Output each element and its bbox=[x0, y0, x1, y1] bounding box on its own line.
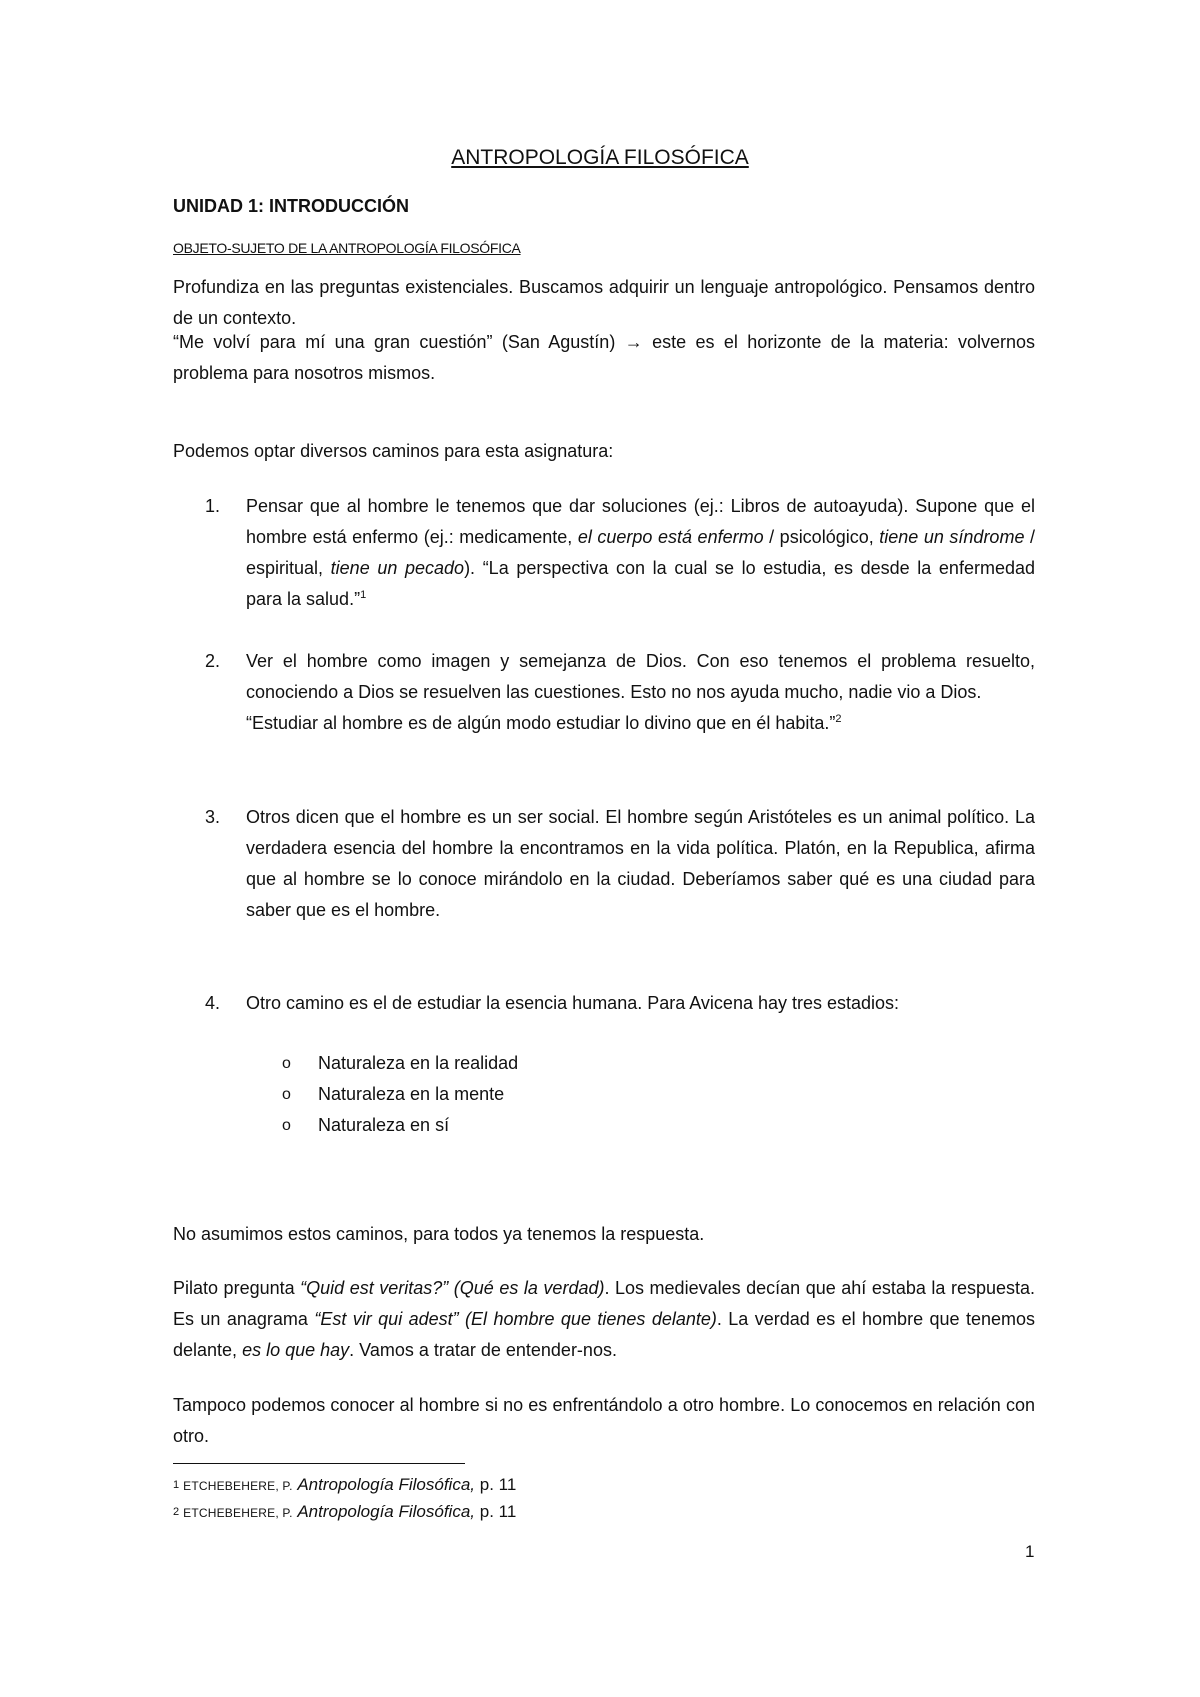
bullet-item: Naturaleza en sí bbox=[318, 1115, 450, 1135]
paragraph-no-assume: No asumimos estos caminos, para todos ya tenemos la respuesta. bbox=[173, 1224, 705, 1244]
footnote-1: $^1$ ETCHEBEHERE, P. Antropología Filosófica, p. 11 bbox=[173, 1475, 517, 1494]
section-heading: OBJETO-SUJETO DE LA ANTROPOLOGÍA FILOSÓFICA bbox=[173, 240, 521, 256]
list-number-1: 1. bbox=[205, 496, 221, 516]
paragraph-relation: Tampoco podemos conocer al hombre si no es enfrentándolo a otro hombre. Lo conocemos en relación con otro. bbox=[173, 1395, 1035, 1446]
bullet-item: Naturaleza en la realidad bbox=[318, 1053, 519, 1073]
list-number-3: 3. bbox=[205, 807, 221, 827]
list-number-2: 2. bbox=[205, 651, 221, 671]
footnote-separator bbox=[173, 1463, 465, 1464]
list-item-1: Pensar que al hombre le tenemos que dar soluciones (ej.: Libros de autoayuda). Supone que el hombre está enfermo (ej.: medicamente, el cuerpo está enfermo / psicológico, tiene un síndrome / espiritual, tiene un pecado). “La perspectiva con la cual se lo estudia, es desde la enfermedad para la salud.”$^1$ bbox=[246, 496, 1035, 609]
paragraph-intro: Profundiza en las preguntas existenciales. Buscamos adquirir un lenguaje antropológico. Pensamos dentro de un contexto. bbox=[173, 277, 1035, 328]
bullet-item: Naturaleza en la mente bbox=[318, 1084, 505, 1104]
footnote-2: $^2$ ETCHEBEHERE, P. Antropología Filosófica, p. 11 bbox=[173, 1502, 517, 1521]
footnote-ref-1: 1 bbox=[360, 589, 367, 601]
page-number: 1 bbox=[1025, 1542, 1035, 1561]
paragraph-augustine: “Me volví para mí una gran cuestión” (San Agustín) → este es el horizonte de la materia: volvernos problema para nosotros mismos. bbox=[173, 332, 1035, 383]
list-item-2: Ver el hombre como imagen y semejanza de Dios. Con eso tenemos el problema resuelto, conociendo a Dios se resuelven las cuestiones. Esto no nos ayuda mucho, nadie vio a Dios. “Estudiar al hombre es de algún modo estudiar lo divino que en él habita.”$^2$ bbox=[246, 651, 1035, 733]
bullet-marker: o bbox=[282, 1086, 291, 1103]
footnote-ref-2: 2 bbox=[835, 713, 842, 725]
bullet-marker: o bbox=[282, 1055, 291, 1072]
document-title: ANTROPOLOGÍA FILOSÓFICA bbox=[451, 146, 749, 169]
paragraph-paths: Podemos optar diversos caminos para esta asignatura: bbox=[173, 441, 614, 461]
list-item-3: Otros dicen que el hombre es un ser social. El hombre según Aristóteles es un animal político. La verdadera esencia del hombre la encontramos en la vida política. Platón, en la Republica, afirma que al hombre se lo conoce mirándolo en la ciudad. Deberíamos saber qué es una ciudad para saber que es el hombre. bbox=[246, 807, 1035, 920]
bullet-marker: o bbox=[282, 1117, 291, 1134]
paragraph-pilate: Pilato pregunta “Quid est veritas?” (Qué es la verdad). Los medievales decían que ahí estaba la respuesta. Es un anagrama “Est vir qui adest” (El hombre que tienes delante). La verdad es el hombre que tenemos delante, es lo que hay. Vamos a tratar de entender-nos. bbox=[173, 1278, 1035, 1360]
list-item-4: Otro camino es el de estudiar la esencia humana. Para Avicena hay tres estadios: bbox=[246, 993, 900, 1013]
list-number-4: 4. bbox=[205, 993, 221, 1013]
unit-heading: UNIDAD 1: INTRODUCCIÓN bbox=[173, 196, 409, 216]
